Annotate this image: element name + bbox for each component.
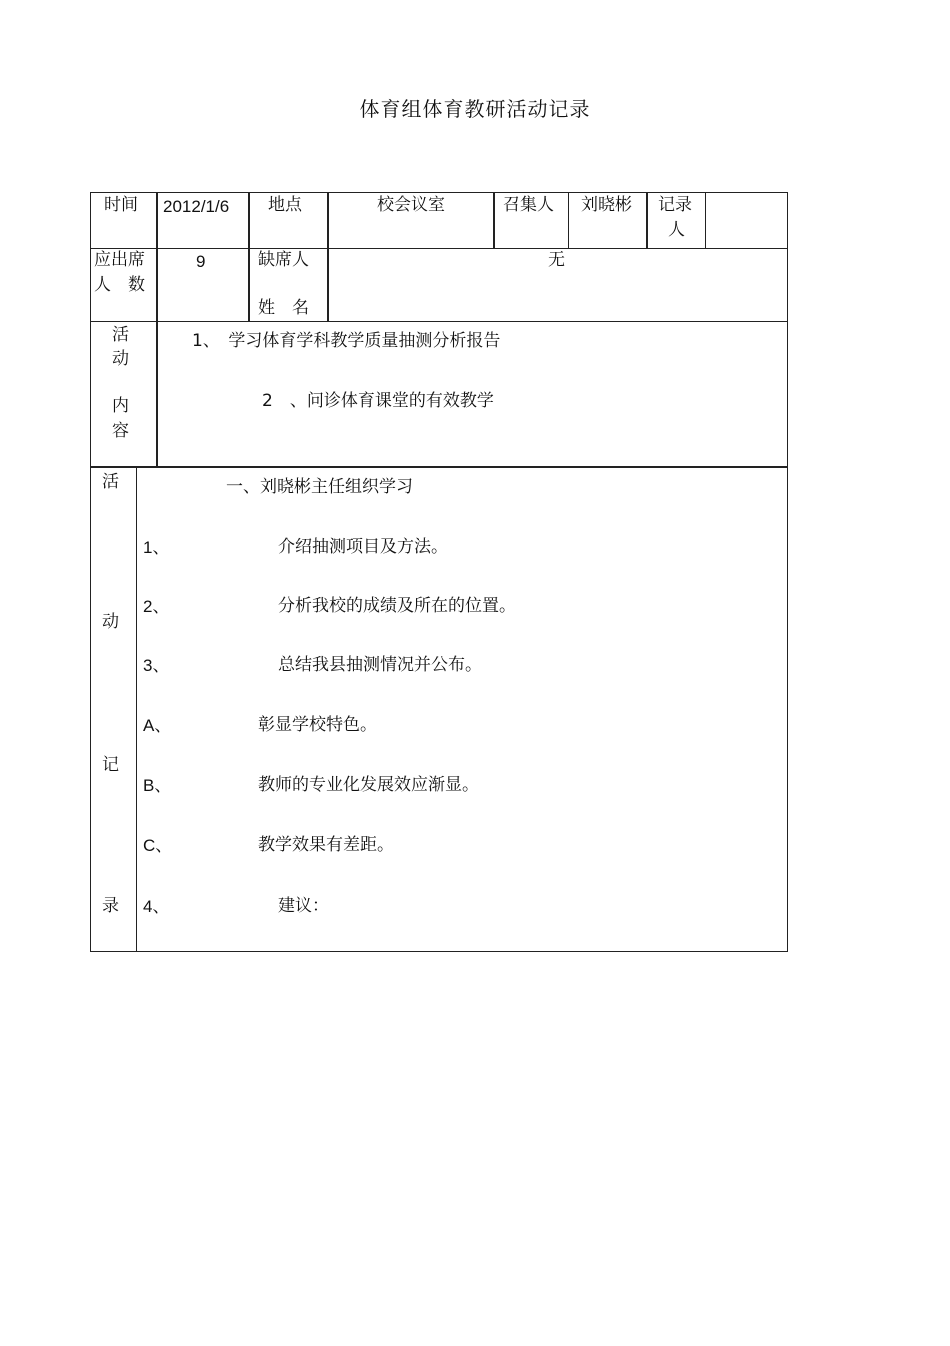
record-entry-number: 1、 <box>143 538 170 557</box>
record-entry-text: 彰显学校特色。 <box>258 715 377 735</box>
activity-record-label-char: 录 <box>102 896 119 916</box>
activity-content-label-char: 内 <box>112 396 129 416</box>
col-divider <box>568 192 569 248</box>
col-divider <box>136 466 137 952</box>
activity-content-item: 2 、问诊体育课堂的有效教学 <box>262 391 494 411</box>
convener-value: 刘晓彬 <box>581 195 632 215</box>
absent-names-label: 缺席人 <box>258 250 309 270</box>
record-entry-text: 建议： <box>278 896 329 916</box>
col-divider <box>156 192 158 468</box>
record-entry-number: 4、 <box>143 897 170 916</box>
recorder-label: 记录 <box>658 195 692 215</box>
absent-names-label-2: 姓 名 <box>258 298 309 318</box>
activity-content-item: 1、 学习体育学科教学质量抽测分析报告 <box>192 331 501 351</box>
activity-record-label-char: 动 <box>102 612 119 632</box>
record-entry-text: 总结我县抽测情况并公布。 <box>278 655 482 675</box>
activity-content-label-char: 活 <box>112 325 129 345</box>
record-entry-number: C、 <box>143 836 173 855</box>
record-entry-text: 分析我校的成绩及所在的位置。 <box>278 596 516 616</box>
record-entry-text: 教学效果有差距。 <box>258 835 394 855</box>
time-label: 时间 <box>104 195 138 215</box>
col-divider <box>493 192 495 248</box>
record-entry-number: 3、 <box>143 656 170 675</box>
col-divider <box>248 192 250 321</box>
expected-attendance-label-2: 人 数 <box>94 275 145 295</box>
col-divider <box>646 192 648 248</box>
activity-content-label-char: 容 <box>112 421 129 441</box>
row-divider <box>90 321 788 322</box>
record-entry-text: 介绍抽测项目及方法。 <box>278 537 448 557</box>
record-entry-text: 教师的专业化发展效应渐显。 <box>258 775 479 795</box>
activity-record-label-char: 记 <box>102 755 119 775</box>
time-value: 2012/1/6 <box>163 197 230 216</box>
absent-names-value: 无 <box>548 250 565 270</box>
page-title: 体育组体育教研活动记录 <box>359 97 591 121</box>
place-value: 校会议室 <box>377 195 445 215</box>
record-heading: 一、刘晓彬主任组织学习 <box>226 477 413 497</box>
place-label: 地点 <box>268 195 302 215</box>
expected-attendance-label: 应出席 <box>94 250 145 270</box>
record-entry-number: A、 <box>143 716 172 735</box>
expected-attendance-value: 9 <box>196 252 206 271</box>
record-entry-number: B、 <box>143 776 172 795</box>
col-divider <box>705 192 706 248</box>
convener-label: 召集人 <box>503 195 554 215</box>
activity-content-label-char: 动 <box>112 349 129 369</box>
record-entry-number: 2、 <box>143 597 170 616</box>
row-divider <box>90 248 788 249</box>
activity-record-label-char: 活 <box>102 472 119 492</box>
recorder-label-2: 人 <box>668 220 685 240</box>
